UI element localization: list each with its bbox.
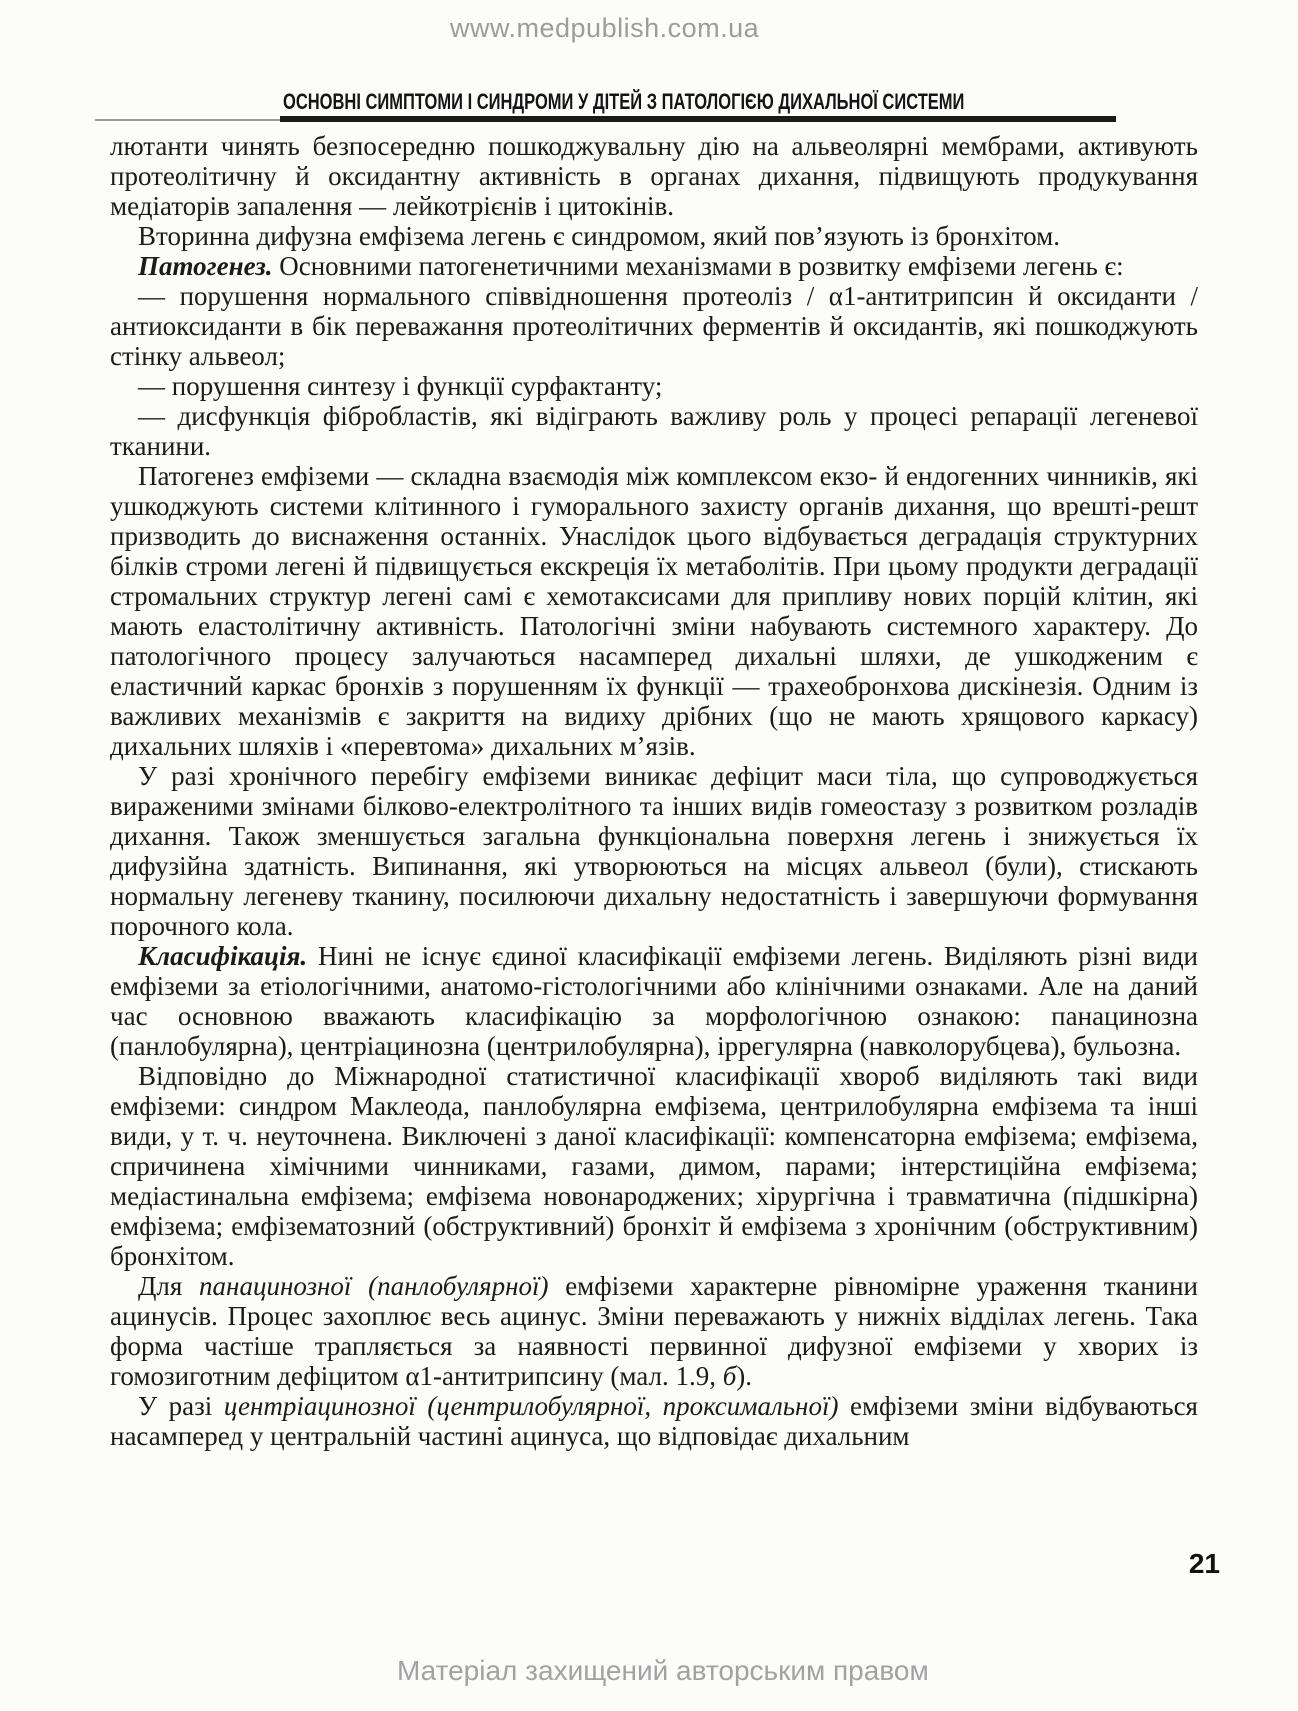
paragraph xyxy=(110,251,1198,281)
paragraph xyxy=(110,401,1198,461)
site-watermark-top: www.medpublish.com.ua xyxy=(450,13,760,43)
paragraph xyxy=(110,461,1198,761)
text-run: Відповідно до Міжнародної статистичної класифікації хвороб виділяють такі види емфіземи: синдром Маклеода, панлобулярна емфізема, центрилобулярна емфізема та інші види, у т. ч. неуточнена. Виключені з даної класифікації: компенсаторна емфізема; емфізема, спричинена хімічними чинниками, газами, димом, парами; інтерстиційна емфізема; медіастинальна емфізема; емфізема новонароджених; хірургічна і травматична (підшкірна) емфізема; емфізематозний (обструктивний) бронхіт й емфізема з хронічним (обструктивним) бронхітом. xyxy=(110,1061,1198,1271)
paragraph xyxy=(110,131,1198,221)
paragraph xyxy=(110,1061,1198,1271)
paragraph xyxy=(110,761,1198,941)
text-run: Для xyxy=(138,1271,200,1301)
paragraph xyxy=(110,941,1198,1061)
text-run: У разі xyxy=(138,1391,224,1421)
text-run: емфіземи характерне рівномірне ураження тканини ацинусів. Процес захоплює весь ацинус. Зміни переважають у нижніх відділах легень. Така форма частіше трапляється за наявності первинної дифузної емфіземи у хворих із гомозиготним дефіцитом α1-антитрипсину (мал. 1.9, xyxy=(110,1271,1199,1391)
body-text-block xyxy=(110,131,1198,1451)
text-run: У разі хронічного перебігу емфіземи виникає дефіцит маси тіла, що супроводжується вираженими змінами білково-електролітного та інших видів гомеостазу з розвитком розладів дихання. Також зменшується загальна функціональна поверхня легень і знижується їх дифузійна здатність. Випинання, які утворюються на місцях альвеол (були), стискають нормальну легеневу тканину, посилюючи дихальну недостатність і завершуючи формування порочного кола. xyxy=(110,761,1198,941)
paragraph xyxy=(110,281,1198,371)
copyright-watermark-bottom: Матеріал захищений авторським правом xyxy=(397,1655,929,1686)
text-run: лютанти чинять безпосередню пошкоджувальну дію на альвеолярні мембрами, активують протеолітичну й оксидантну активність в органах дихання, підвищують продукування медіаторів запалення — лейкотрієнів і цитокінів. xyxy=(110,131,1198,221)
text-run: Патогенез. xyxy=(138,251,273,281)
paragraph xyxy=(110,221,1198,251)
paragraph xyxy=(110,1391,1198,1451)
page-number: 21 xyxy=(1188,1548,1220,1579)
chapter-running-header: ОСНОВНІ СИМПТОМИ І СИНДРОМИ У ДІТЕЙ З ПАТОЛОГІЄЮ ДИХАЛЬНОЇ СИСТЕМИ xyxy=(283,89,965,114)
text-run: Нині не існує єдиної класифікації емфіземи легень. Виділяють різні види емфіземи за етіологічними, анатомо-гістологічними або клінічними ознаками. Але на даний час основною вважають класифікацію за морфологічною ознакою: панацинозна (панлобулярна), центріацинозна (центрилобулярна), іррегулярна (навколорубцева), бульозна. xyxy=(110,941,1198,1061)
text-run: Класифікація. xyxy=(138,941,308,971)
text-run: емфіземи зміни відбуваються насамперед у центральній частині ацинуса, що відповідає дихальним xyxy=(110,1391,1198,1451)
text-run: ). xyxy=(736,1361,753,1391)
text-run: — дисфункція фібробластів, які відіграють важливу роль у процесі репарації легеневої тканини. xyxy=(110,401,1198,461)
header-rule-thin xyxy=(95,119,282,121)
text-run: Патогенез емфіземи — складна взаємодія між комплексом екзо- й ендогенних чинників, які ушкоджують системи клітинного і гуморального захисту органів дихання, що врешті-решт призводить до виснаження останніх. Унаслідок цього відбувається деградація структурних білків строми легені й підвищується екскреція їх метаболітів. При цьому продукти деградації стромальних структур легені самі є хемотаксисами для припливу нових порцій клітин, які мають еластолітичну активність. Патологічні зміни набувають системного характеру. До патологічного процесу залучаються насамперед дихальні шляхи, де ушкодженим є еластичний каркас бронхів з порушенням їх функції — трахеобронхова дискінезія. Одним із важливих механізмів є закриття на видиху дрібних (що не мають хрящового каркасу) дихальних шляхів і «перевтома» дихальних м’язів. xyxy=(110,461,1198,761)
paragraph xyxy=(110,1271,1198,1391)
text-run: Основними патогенетичними механізмами в розвитку емфіземи легень є: xyxy=(272,251,1124,281)
text-run: центріацинозної (центрилобулярної, проксимальної) xyxy=(223,1391,839,1421)
text-run: — порушення синтезу і функції сурфактанту; xyxy=(138,371,663,401)
header-rule-thick xyxy=(280,116,1116,122)
text-run: — порушення нормального співвідношення протеоліз / α1-антитрипсин й оксиданти / антиоксиданти в бік переважання протеолітичних ферментів й оксидантів, які пошкоджують стінку альвеол; xyxy=(110,281,1198,371)
paragraph xyxy=(110,371,1198,401)
text-run: панацинозної (панлобулярної) xyxy=(199,1271,549,1301)
text-run: Вторинна дифузна емфізема легень є синдромом, який пов’язують із бронхітом. xyxy=(138,221,1060,251)
text-run: б xyxy=(722,1361,737,1391)
